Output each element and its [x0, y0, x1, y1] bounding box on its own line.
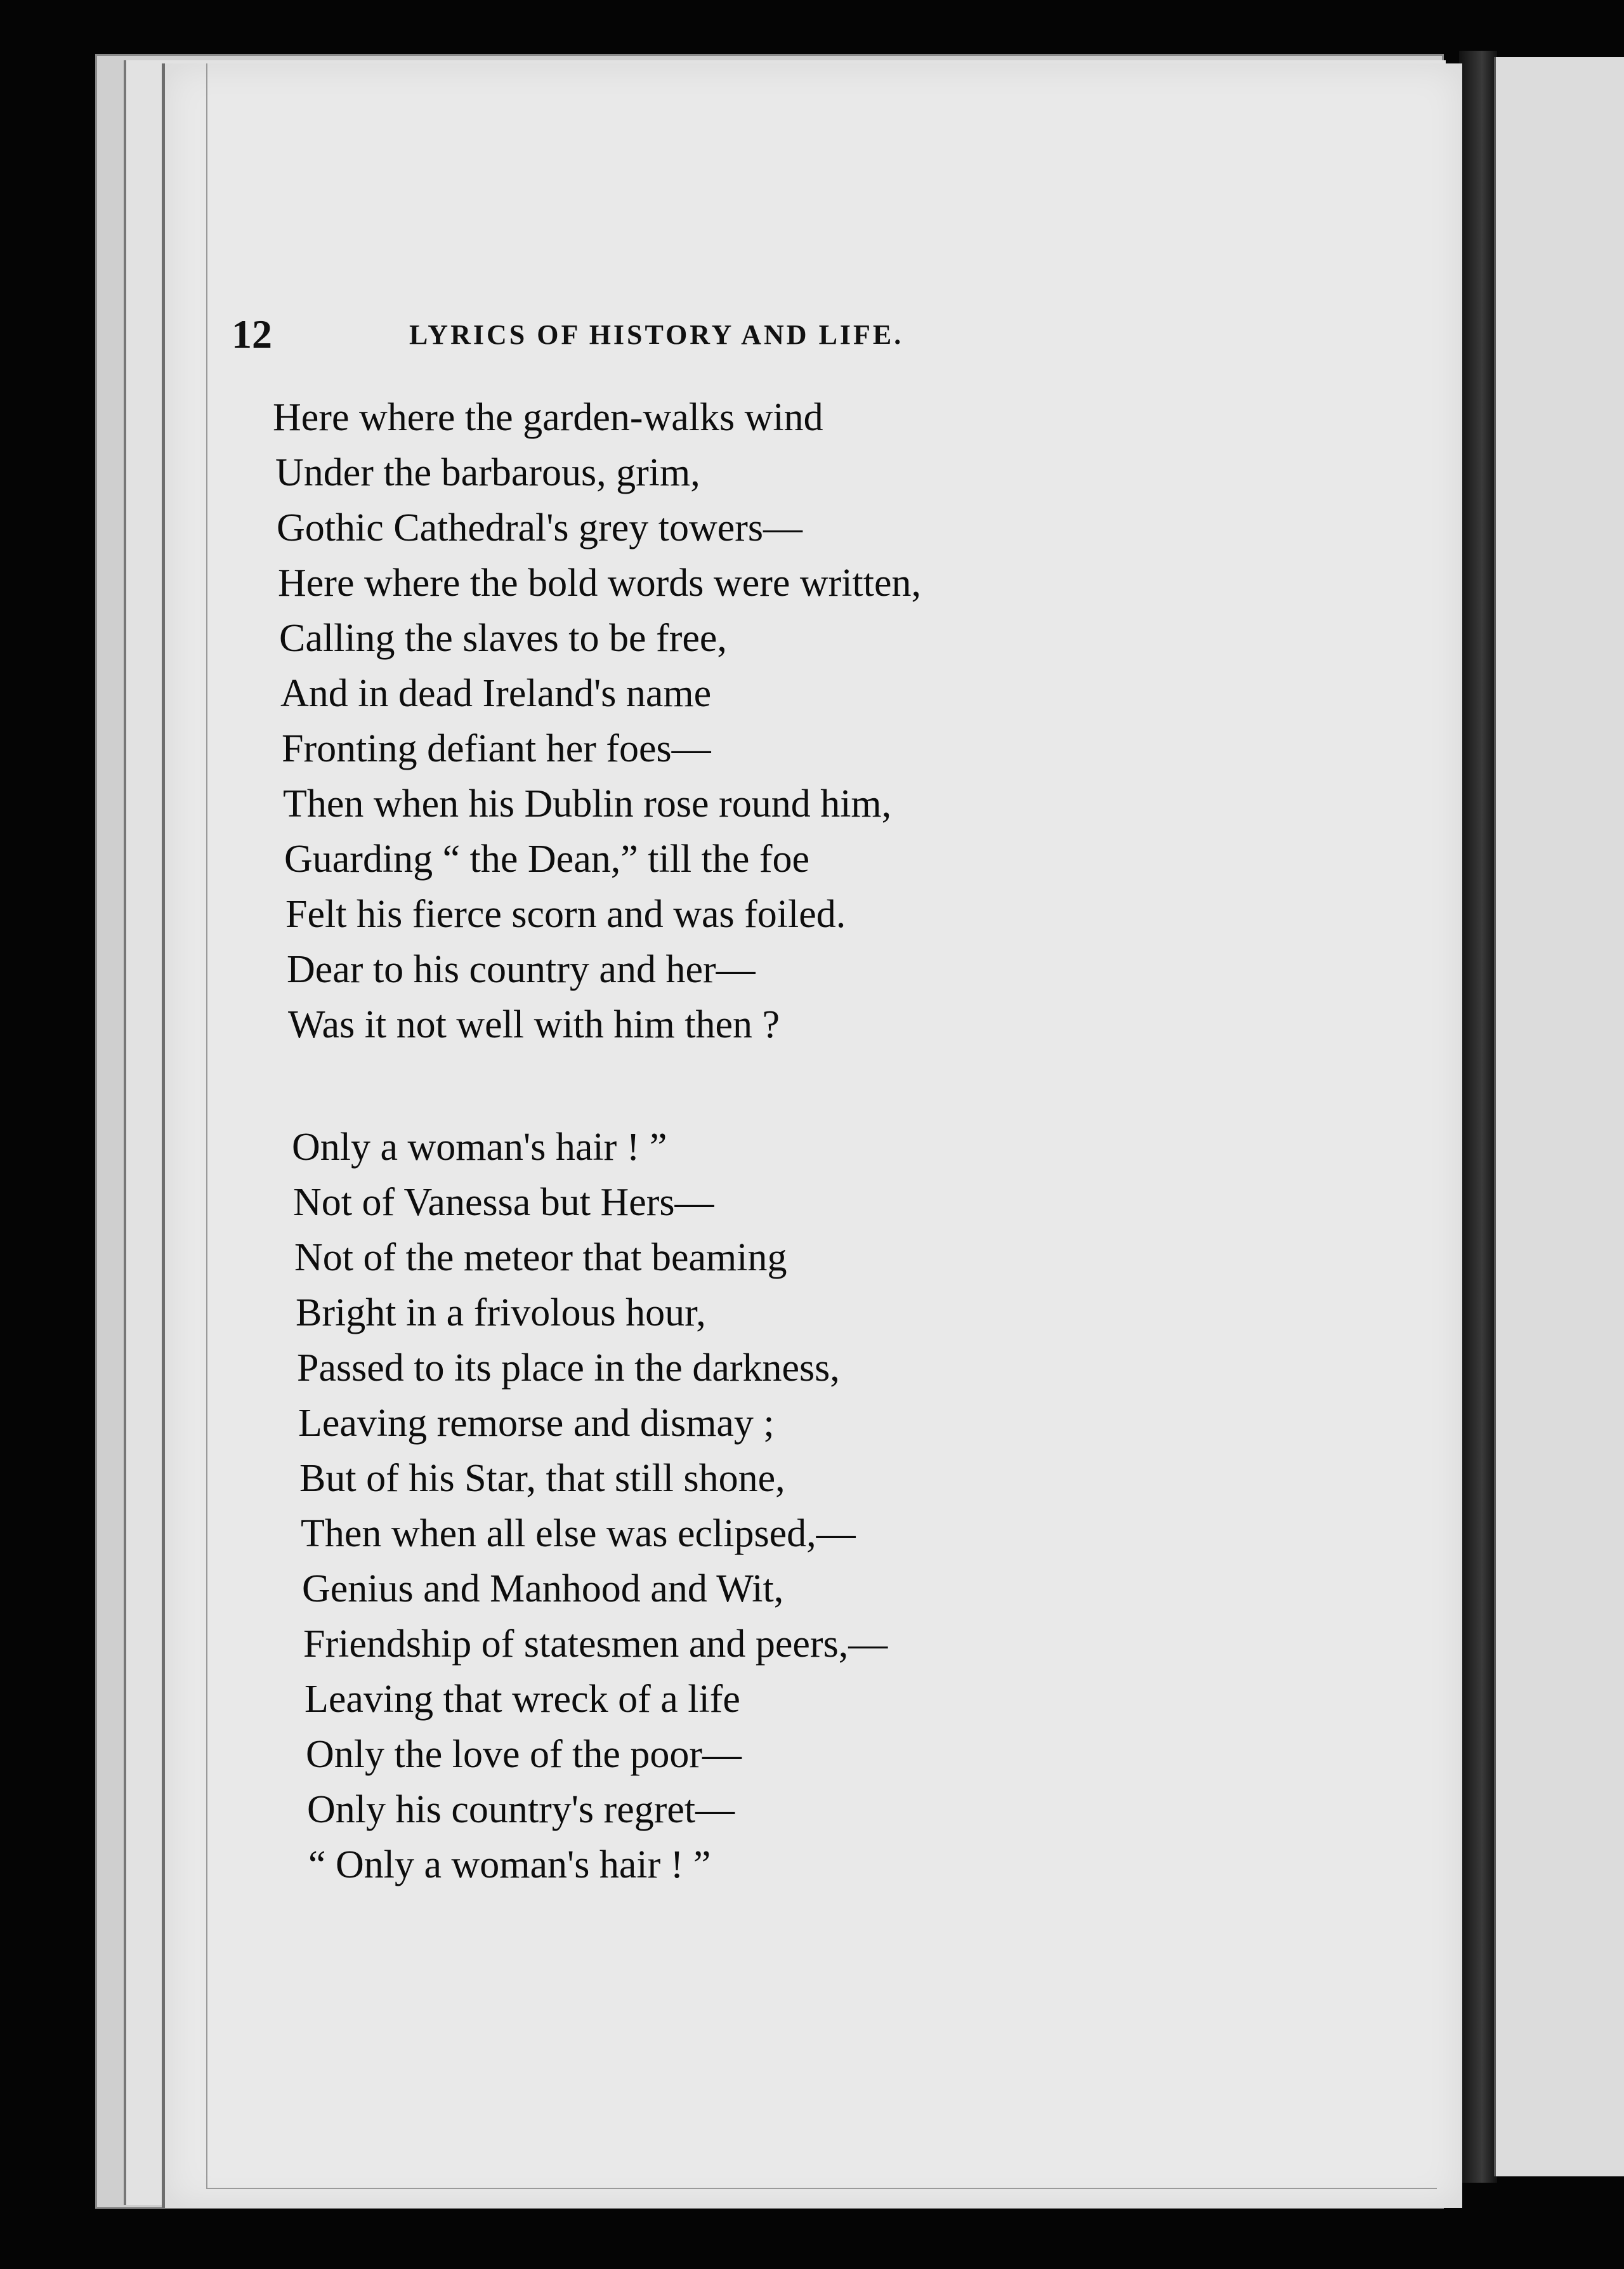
poem-line: Here where the bold words were written, — [278, 562, 922, 605]
poem-line: Only the love of the poor— — [306, 1733, 742, 1776]
poem-line: Not of Vanessa but Hers— — [293, 1181, 714, 1224]
poem-line: Genius and Manhood and Wit, — [302, 1567, 784, 1610]
poem-line: Felt his fierce scorn and was foiled. — [285, 893, 846, 936]
poem-line: Then when all else was eclipsed,— — [301, 1512, 856, 1555]
poem-line: Calling the slaves to be free, — [279, 617, 727, 660]
poem-line: And in dead Ireland's name — [280, 672, 712, 715]
poem-line: Here where the garden-walks wind — [273, 396, 823, 439]
poem-line: But of his Star, that still shone, — [299, 1457, 785, 1500]
facing-page-edge — [1494, 57, 1624, 2176]
running-title: LYRICS OF HISTORY AND LIFE. — [409, 319, 904, 350]
poem-line: Fronting defiant her foes— — [282, 727, 711, 770]
poem-line: Friendship of statesmen and peers,— — [303, 1622, 888, 1666]
poem-line: Not of the meteor that beaming — [294, 1236, 787, 1279]
poem-line: Gothic Cathedral's grey towers— — [277, 506, 803, 549]
poem-stanza-2 — [292, 1120, 887, 1893]
poem-line: Bright in a frivolous hour, — [296, 1291, 706, 1334]
poem-line: Passed to its place in the darkness, — [297, 1346, 840, 1390]
poem-line: Leaving that wreck of a life — [304, 1678, 740, 1721]
poem-line: Only his country's regret— — [307, 1788, 735, 1831]
page-number: 12 — [232, 312, 272, 357]
poem-line: Only a woman's hair ! ” — [292, 1126, 667, 1169]
poem-line: Dear to his country and her— — [287, 948, 756, 991]
poem-line: Guarding “ the Dean,” till the foe — [284, 838, 810, 881]
poem-line: Was it not well with him then ? — [288, 1003, 780, 1046]
poem-line: Under the barbarous, grim, — [275, 451, 700, 494]
poem-stanza-1 — [273, 390, 921, 1053]
poem-line: “ Only a woman's hair ! ” — [308, 1843, 711, 1886]
book-gutter-shadow — [1459, 51, 1497, 2183]
poem-line: Then when his Dublin rose round him, — [283, 782, 892, 825]
poem-line: Leaving remorse and dismay ; — [298, 1402, 775, 1445]
